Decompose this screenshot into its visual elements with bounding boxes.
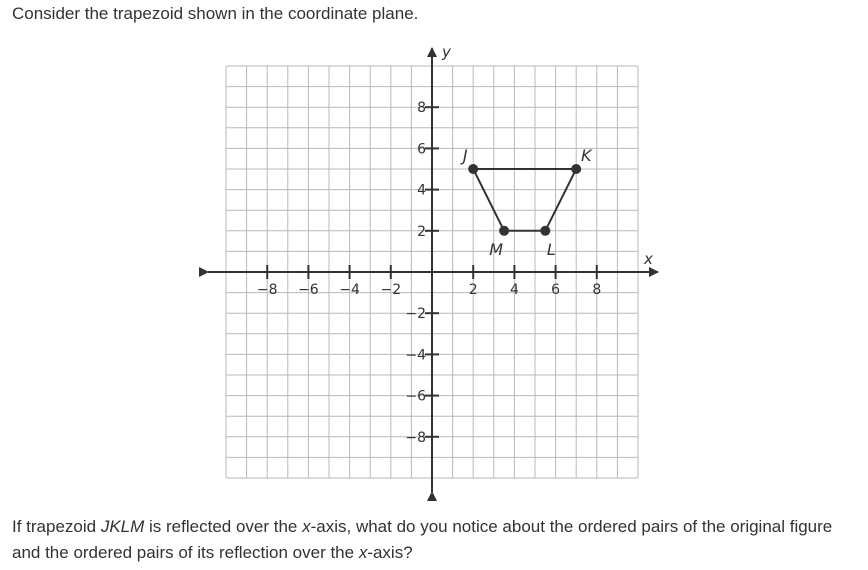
y-tick-label: 4 [417, 182, 426, 199]
trapezoid-jklm [473, 169, 576, 231]
question-part-3: -axis, what do you notice about the ordered pairs of the original figure and the ordered pairs of its reflection over the [12, 517, 833, 562]
y-tick-label: −2 [405, 306, 426, 323]
y-tick-label: 2 [417, 223, 426, 240]
vertex-l [540, 226, 550, 236]
x-tick-label: −6 [298, 282, 319, 298]
question-axis-name-2: x [358, 543, 368, 562]
question-part-1: If trapezoid [12, 517, 101, 536]
x-tick-label: 2 [468, 282, 478, 298]
trapezoid-vertices [460, 146, 593, 259]
x-tick-label: 8 [592, 282, 602, 298]
y-tick-label: 8 [417, 100, 426, 117]
x-tick-label: −4 [339, 282, 360, 298]
question-part-4: -axis? [367, 543, 413, 562]
question-part-2: is reflected over the [144, 517, 303, 536]
vertex-j [468, 164, 478, 174]
question-figure-name: JKLM [100, 517, 145, 536]
question-axis-name: x [302, 517, 311, 536]
vertex-label-k: K [580, 146, 592, 165]
x-tick-label: −8 [256, 282, 278, 298]
y-tick-label: −6 [405, 388, 426, 405]
x-tick-label: 6 [551, 282, 561, 298]
vertex-label-j: J [462, 146, 468, 165]
vertex-label-l: L [546, 239, 556, 259]
vertex-label-m: M [489, 239, 504, 259]
x-tick-label: 4 [509, 282, 519, 298]
question-text [12, 514, 860, 566]
x-tick-label: −2 [380, 282, 402, 298]
y-tick-label: −4 [405, 347, 426, 364]
vertex-m [499, 226, 509, 236]
y-tick-label: −8 [405, 429, 426, 446]
vertex-k [571, 164, 581, 174]
y-axis-label: y [442, 43, 451, 61]
x-axis-label: x [644, 250, 653, 268]
y-tick-label: 6 [417, 141, 426, 158]
intro-text: Consider the trapezoid shown in the coordinate plane. [12, 4, 419, 23]
